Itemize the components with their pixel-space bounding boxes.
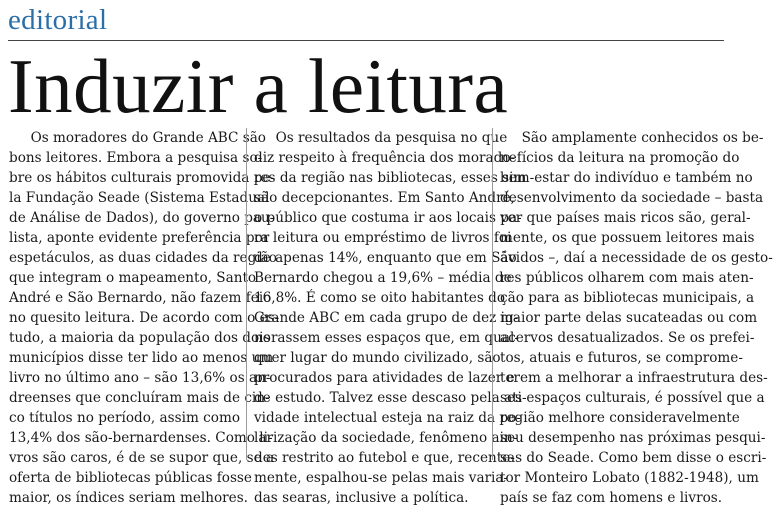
article-line: livro no último ano – são 13,6% os an-	[9, 370, 271, 386]
article-column-1	[9, 128, 280, 508]
article-line: larização da sociedade, fenômeno ain-	[254, 430, 518, 446]
article-line: bem-estar do indivíduo e também no	[500, 170, 753, 186]
article-line: ávidos –, daí a necessidade de os gesto-	[500, 250, 773, 266]
article-line: ra leitura ou empréstimo de livros foi	[254, 230, 512, 246]
article-line: norassem esses espaços que, em qual-	[254, 330, 519, 346]
article-line: sas do Seade. Como bem disse o escri-	[500, 450, 767, 466]
article-line: dreenses que concluíram mais de cin-	[9, 390, 270, 406]
article-line: tor Monteiro Lobato (1882-1948), um	[500, 470, 759, 486]
article-line: ção para as bibliotecas municipais, a	[500, 290, 755, 306]
article-line: nefícios da leitura na promoção do	[500, 150, 740, 166]
article-line: acervos desatualizados. Se os prefei-	[500, 330, 755, 346]
article-line: Bernardo chegou a 19,6% – média de	[254, 270, 512, 286]
article-line: bre os hábitos culturais promovida pe-	[9, 170, 276, 186]
article-line: co títulos no período, assim como	[9, 410, 241, 426]
article-line: maior parte delas sucateadas ou com	[500, 310, 758, 326]
article-line: res públicos olharem com mais aten-	[500, 270, 754, 286]
article-line: terem a melhorar a infraestrutura des-	[500, 370, 768, 386]
article-line: seu desempenho nas próximas pesqui-	[500, 430, 766, 446]
article-line: que integram o mapeamento, Santo	[9, 270, 257, 286]
article-line: oferta de bibliotecas públicas fosse	[9, 470, 252, 486]
article-line: São amplamente conhecidos os be-	[500, 130, 764, 146]
article-line: Os moradores do Grande ABC são	[9, 130, 266, 146]
section-label: editorial	[8, 4, 108, 36]
article-column-3	[500, 128, 773, 508]
article-line: ver que países mais ricos são, geral-	[500, 210, 751, 226]
article-line: vidade intelectual esteja na raiz da po-	[254, 410, 521, 426]
article-line: são decepcionantes. Em Santo André,	[254, 190, 515, 206]
article-line: de apenas 14%, enquanto que em São	[254, 250, 517, 266]
article-line: la Fundação Seade (Sistema Estadual	[9, 190, 270, 206]
article-line: procurados para atividades de lazer e	[254, 370, 515, 386]
article-line: quer lugar do mundo civilizado, são	[254, 350, 501, 366]
section-divider	[8, 40, 724, 41]
headline: Induzir a leitura	[8, 43, 509, 129]
article-line: maior, os índices seriam melhores.	[9, 490, 249, 506]
article-line: de estudo. Talvez esse descaso pela ati-	[254, 390, 527, 406]
column-divider	[492, 128, 493, 460]
article-line: das searas, inclusive a política.	[254, 490, 469, 506]
article-line: no quesito leitura. De acordo com o es-	[9, 310, 280, 326]
article-line: vros são caros, é de se supor que, se a	[9, 450, 275, 466]
article-line: tudo, a maioria da população dos dois	[9, 330, 271, 346]
article-line: tos, atuais e futuros, se comprome-	[500, 350, 743, 366]
article-line: espetáculos, as duas cidades da região	[9, 250, 277, 266]
article-line: país se faz com homens e livros.	[500, 490, 723, 506]
article-line: região melhore consideravelmente	[500, 410, 740, 426]
article-line: lista, aponte evidente preferência por	[9, 230, 270, 246]
article-line: André e São Bernardo, não fazem feio	[9, 290, 272, 306]
article-column-2	[254, 128, 527, 508]
article-line: desenvolvimento da sociedade – basta	[500, 190, 764, 206]
article-line: diz respeito à frequência dos morado-	[254, 150, 516, 166]
article-line: des restrito ao futebol e que, recente-	[254, 450, 515, 466]
article-line: municípios disse ter lido ao menos um	[9, 350, 274, 366]
article-line: mente, os que possuem leitores mais	[500, 230, 755, 246]
article-line: o público que costuma ir aos locais pa-	[254, 210, 522, 226]
article-line: ses espaços culturais, é possível que a	[500, 390, 765, 406]
article-line: Grande ABC em cada grupo de dez ig-	[254, 310, 519, 326]
article-line: mente, espalhou-se pelas mais varia-	[254, 470, 509, 486]
article-line: de Análise de Dados), do governo pau-	[9, 210, 275, 226]
article-line: Os resultados da pesquisa no que	[254, 130, 508, 146]
article-line: bons leitores. Embora a pesquisa so-	[9, 150, 263, 166]
column-divider	[246, 128, 247, 460]
article-line: 16,8%. É como se oito habitantes do	[254, 290, 506, 306]
article-line: res da região nas bibliotecas, esses sim	[254, 170, 527, 186]
article-line: 13,4% dos são-bernardenses. Como li-	[9, 430, 273, 446]
